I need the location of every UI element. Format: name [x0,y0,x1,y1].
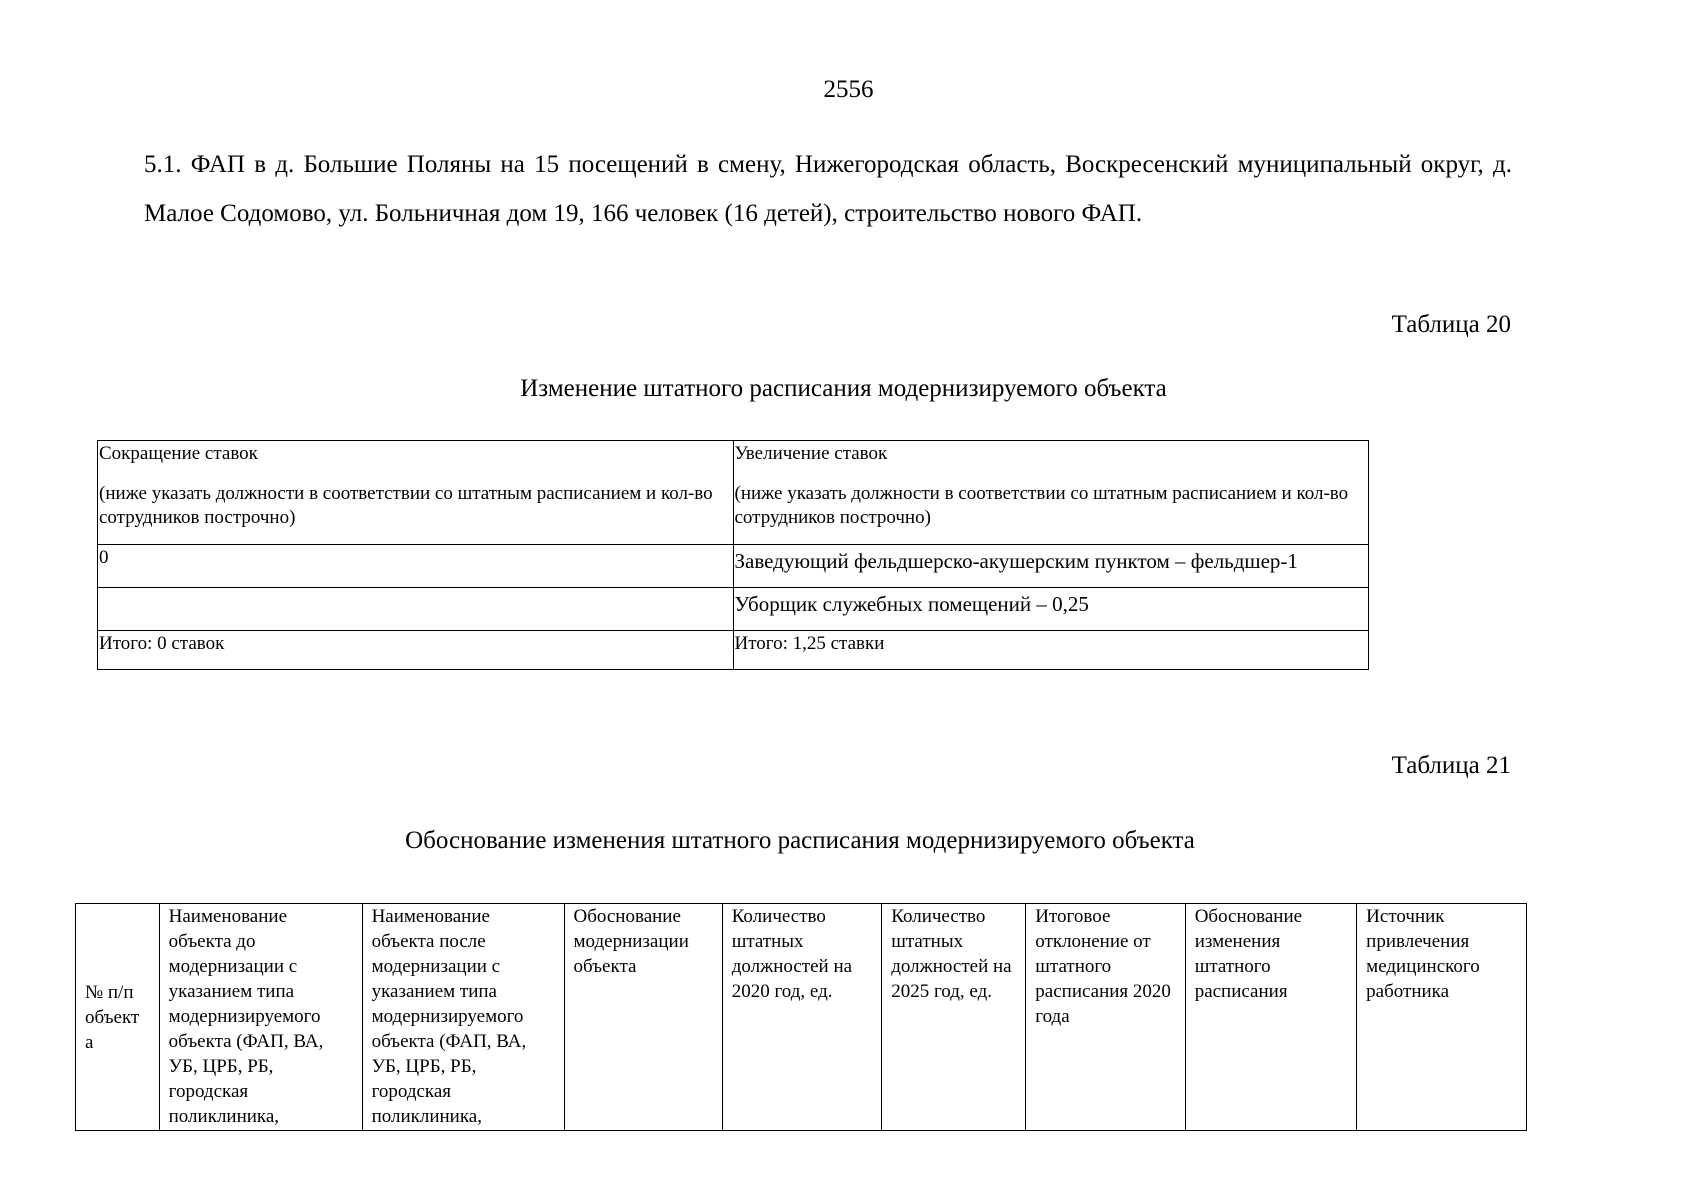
table-21-title: Обоснование изменения штатного расписания модернизируемого объекта [405,827,1195,854]
table-20-label: Таблица 20 [1391,311,1511,338]
table-header-row [76,904,1527,1131]
header-staff-2025: Количество штатных должностей на 2025 год, ед. [882,904,1026,1131]
table-row [98,545,1369,588]
page-number: 2556 [823,76,874,103]
header-number: № п/п объект а [76,904,160,1131]
total-reduction: Итого: 0 ставок [98,631,734,670]
header-staff-2020: Количество штатных должностей на 2020 год, ед. [722,904,882,1131]
total-increase: Итого: 1,25 ставки [733,631,1369,670]
header-staff-source: Источник привлечения медицинского работника [1357,904,1527,1131]
table-21-label: Таблица 21 [1391,752,1511,779]
intro-paragraph: 5.1. ФАП в д. Большие Поляны на 15 посещений в смену, Нижегородская область, Воскресенский муниципальный округ, д. Малое Содомово, ул. Больничная дом 19, 166 человек (16 детей), строительство нового ФАП. [144,151,1512,227]
header-increase [733,441,1369,545]
table-cell: Заведующий фельдшерско-акушерским пунктом – фельдшер-1 [733,545,1369,588]
staffing-justification-table [75,903,1527,1131]
table-20-title: Изменение штатного расписания модернизируемого объекта [520,375,1167,402]
header-change-reason: Обоснование изменения штатного расписания [1185,904,1356,1131]
table-cell: 0 [98,545,734,588]
header-reduction [98,441,734,545]
header-object-before: Наименование объекта до модернизации с указанием типа модернизируемого объекта (ФАП, ВА, УБ, ЦРБ, РБ, городская поликлиника, [159,904,362,1131]
header-reduction-title: Сокращение ставок [99,443,258,464]
table-cell [98,588,734,631]
header-object-after: Наименование объекта после модернизации с указанием типа модернизируемого объекта (ФАП, ВА, УБ, ЦРБ, РБ, городская поликлиника, [362,904,564,1131]
table-cell: Уборщик служебных помещений – 0,25 [733,588,1369,631]
header-deviation: Итоговое отклонение от штатного расписания 2020 года [1026,904,1185,1131]
table-row [98,588,1369,631]
header-modernization-reason: Обоснование модернизации объекта [564,904,722,1131]
header-increase-note: (ниже указать должности в соответствии со штатным расписанием и кол-во сотрудников построчно) [734,483,1349,528]
header-increase-title: Увеличение ставок [734,443,888,464]
table-total-row [98,631,1369,670]
staffing-change-table [97,440,1369,670]
table-header-row [98,441,1369,545]
header-reduction-note: (ниже указать должности в соответствии со штатным расписанием и кол-во сотрудников построчно) [99,483,713,528]
